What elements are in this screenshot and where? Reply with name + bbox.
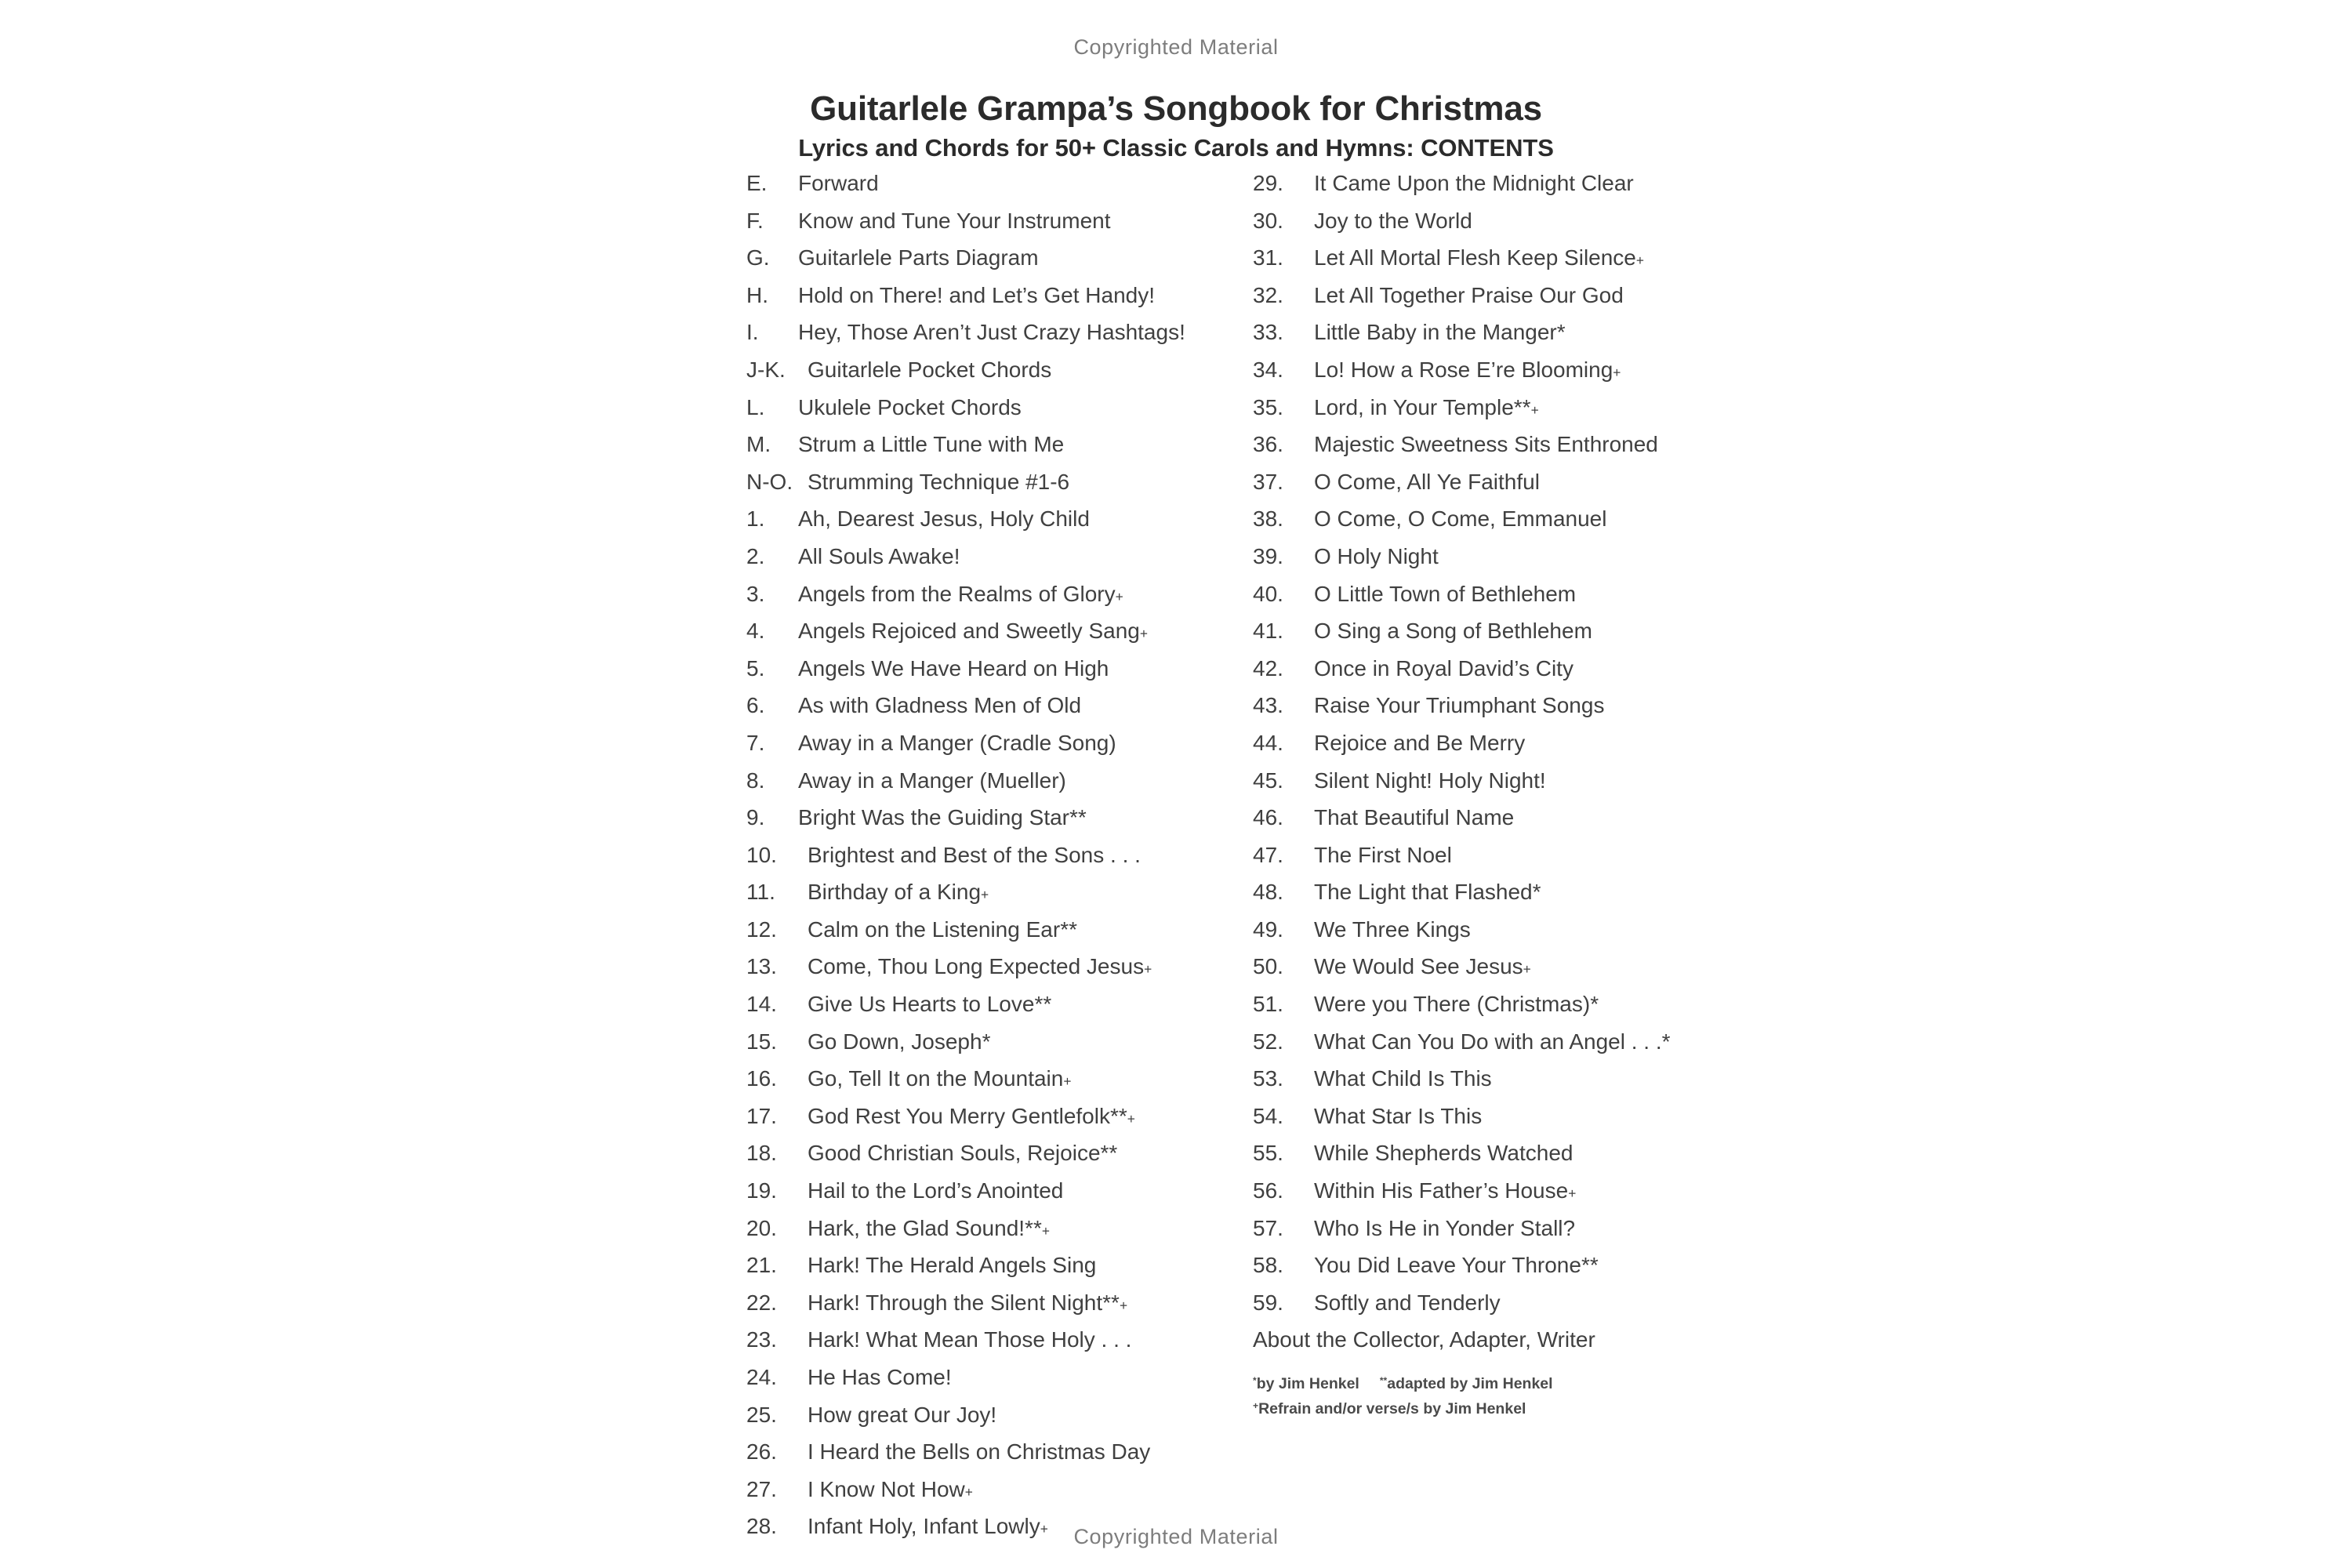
toc-entry[interactable]	[1253, 843, 1770, 880]
toc-entry-marker: 49.	[1253, 916, 1283, 942]
toc-entry-marker: H.	[746, 282, 768, 307]
copyright-watermark-bottom: Copyrighted Material	[1073, 1525, 1279, 1548]
toc-entry-marker: J-K.	[746, 357, 786, 382]
toc-entry-label: O Sing a Song of Bethlehem	[1314, 619, 1592, 644]
toc-entry-marker: 51.	[1253, 992, 1283, 1017]
toc-entry-marker: 39.	[1253, 543, 1283, 568]
toc-entry-asterisk-mark: **	[1513, 394, 1531, 419]
toc-entry-label: O Little Town of Bethlehem	[1314, 581, 1577, 606]
toc-entry[interactable]	[746, 1327, 1248, 1365]
toc-entry-label: Lord, in Your Temple	[1314, 394, 1514, 419]
toc-entry[interactable]	[746, 358, 1248, 395]
toc-entry-label: Hark! The Herald Angels Sing	[808, 1253, 1097, 1278]
toc-entry-marker: 50.	[1253, 954, 1283, 979]
toc-entry-asterisk-mark: *	[1590, 992, 1599, 1017]
toc-entry[interactable]	[1253, 731, 1770, 768]
toc-entry-label: Ukulele Pocket Chords	[798, 394, 1022, 419]
toc-entry-label: Infant Holy, Infant Lowly	[808, 1514, 1040, 1539]
toc-entry-marker: G.	[746, 245, 770, 270]
toc-entry-plus-mark: +	[1613, 364, 1621, 380]
toc-entry[interactable]	[1253, 656, 1770, 694]
toc-entry-label: Hold on There! and Let’s Get Handy!	[798, 282, 1156, 307]
toc-entry[interactable]	[1253, 395, 1770, 433]
toc-entry-label: Go, Tell It on the Mountain	[808, 1066, 1064, 1091]
toc-entry-label: Birthday of a King	[808, 880, 982, 905]
toc-entry[interactable]	[746, 1141, 1248, 1178]
toc-entry-label: It Came Upon the Midnight Clear	[1314, 171, 1634, 195]
toc-entry-plus-mark: +	[964, 1483, 973, 1500]
toc-entry-label: Little Baby in the Manger	[1314, 320, 1557, 345]
toc-entry-label: Majestic Sweetness Sits Enthroned	[1314, 432, 1658, 457]
toc-entry-asterisk-mark: *	[1532, 880, 1541, 905]
toc-entry-marker: 46.	[1253, 805, 1283, 830]
toc-entry-asterisk-mark: **	[1109, 1103, 1127, 1128]
footnotes	[1253, 1372, 1802, 1421]
toc-entry-label: Let All Mortal Flesh Keep Silence	[1314, 245, 1636, 270]
toc-entry-marker: 43.	[1253, 693, 1283, 718]
footnote-line-1	[1253, 1372, 1802, 1397]
copyright-watermark-top: Copyrighted Material	[1073, 35, 1279, 59]
toc-entry[interactable]	[1253, 171, 1770, 209]
toc-entry[interactable]	[746, 432, 1248, 470]
toc-entry-marker: 42.	[1253, 655, 1283, 681]
toc-entry-label: Raise Your Triumphant Songs	[1314, 693, 1605, 718]
toc-entry-marker: 6.	[746, 693, 765, 718]
toc-entry-marker: 32.	[1253, 282, 1283, 307]
toc-entry-marker: 9.	[746, 805, 765, 830]
toc-entry-marker: 18.	[746, 1141, 777, 1166]
toc-entry-label: Away in a Manger (Cradle Song)	[798, 730, 1116, 755]
toc-entry[interactable]	[746, 245, 1248, 283]
toc-entry-label: Calm on the Listening Ear	[808, 916, 1061, 942]
toc-entry-marker: M.	[746, 432, 771, 457]
toc-entry-label: Hark! What Mean Those Holy . . .	[808, 1327, 1132, 1352]
toc-entry[interactable]	[1253, 245, 1770, 283]
toc-entry-marker: 29.	[1253, 171, 1283, 195]
toc-entry[interactable]	[1253, 805, 1770, 843]
toc-entry-label: What Star Is This	[1314, 1103, 1483, 1128]
toc-entry-label: Hey, Those Aren’t Just Crazy Hashtags!	[798, 320, 1185, 345]
toc-entry-label: About the Collector, Adapter, Writer	[1253, 1327, 1595, 1352]
toc-entry[interactable]	[1253, 1216, 1770, 1254]
toc-entry[interactable]	[746, 992, 1248, 1029]
toc-entry[interactable]	[746, 917, 1248, 955]
toc-entry[interactable]	[746, 731, 1248, 768]
toc-entry[interactable]	[1253, 1141, 1770, 1178]
footnote-asterisk-single: *	[1253, 1375, 1257, 1387]
toc-entry-marker: 19.	[746, 1178, 777, 1203]
toc-entry[interactable]	[1253, 358, 1770, 395]
toc-entry-label: Hark, the Glad Sound!	[808, 1215, 1025, 1240]
toc-entry-label: That Beautiful Name	[1314, 805, 1515, 830]
toc-entry-marker: 52.	[1253, 1029, 1283, 1054]
toc-entry[interactable]	[746, 1066, 1248, 1104]
toc-entry-plus-mark: +	[1635, 252, 1645, 269]
toc-entry-label: We Would See Jesus	[1314, 954, 1523, 979]
toc-entry[interactable]	[746, 544, 1248, 582]
toc-entry-label: What Child Is This	[1314, 1066, 1492, 1091]
toc-entry-label: Good Christian Souls, Rejoice	[808, 1141, 1101, 1166]
toc-entry-marker: 1.	[746, 506, 765, 532]
toc-entry[interactable]	[746, 470, 1248, 507]
toc-entry-marker: 8.	[746, 768, 765, 793]
toc-entry-marker: 58.	[1253, 1253, 1283, 1278]
toc-entry-marker: I.	[746, 320, 759, 345]
toc-entry-asterisk-mark: *	[982, 1029, 991, 1054]
footnote-plus-mark: +	[1253, 1399, 1259, 1411]
toc-entry-label: We Three Kings	[1314, 916, 1471, 942]
toc-entry-marker: 30.	[1253, 208, 1283, 233]
toc-entry-plus-mark: +	[1127, 1110, 1135, 1127]
toc-entry[interactable]	[746, 1403, 1248, 1440]
toc-entry-marker: 26.	[746, 1439, 777, 1465]
toc-entry-plus-mark: +	[1119, 1297, 1128, 1313]
toc-entry[interactable]	[746, 209, 1248, 246]
toc-entry-label: Hail to the Lord’s Anointed	[808, 1178, 1064, 1203]
toc-entry[interactable]	[1253, 432, 1770, 470]
toc-entry-plus-mark: +	[1063, 1073, 1072, 1090]
toc-entry-label: God Rest You Merry Gentlefolk	[808, 1103, 1110, 1128]
toc-entry-label: Strum a Little Tune with Me	[798, 432, 1065, 457]
toc-entry-label: Ah, Dearest Jesus, Holy Child	[798, 506, 1090, 532]
toc-entry-label: Forward	[798, 171, 879, 195]
toc-entry-marker: 48.	[1253, 880, 1283, 905]
toc-entry-label: The Light that Flashed	[1314, 880, 1533, 905]
toc-entry-label: He Has Come!	[808, 1365, 952, 1389]
toc-entry[interactable]	[1253, 1066, 1770, 1104]
toc-entry-asterisk-mark: *	[1556, 320, 1566, 345]
toc-entry-marker: 5.	[746, 655, 765, 681]
toc-entry-marker: 40.	[1253, 581, 1283, 606]
toc-entry[interactable]	[746, 582, 1248, 619]
toc-entry-label: Guitarlele Parts Diagram	[798, 245, 1039, 270]
toc-entry[interactable]	[746, 171, 1248, 209]
toc-entry-label: Know and Tune Your Instrument	[798, 208, 1111, 233]
toc-entry[interactable]	[746, 1104, 1248, 1142]
toc-entry-label: Softly and Tenderly	[1314, 1290, 1501, 1315]
toc-entry[interactable]	[746, 805, 1248, 843]
toc-entry-asterisk-mark: **	[1060, 916, 1077, 942]
toc-entry-marker: 16.	[746, 1066, 777, 1091]
toc-entry-marker: 3.	[746, 581, 765, 606]
toc-entry-label: Bright Was the Guiding Star	[798, 805, 1070, 830]
toc-entry-marker: 38.	[1253, 506, 1283, 532]
toc-entry-plus-mark: +	[1144, 961, 1152, 978]
toc-entry[interactable]	[1253, 954, 1770, 992]
toc-entry[interactable]	[746, 1216, 1248, 1254]
toc-entry[interactable]	[746, 1477, 1248, 1515]
toc-entry-asterisk-mark: **	[1102, 1290, 1120, 1315]
toc-entry[interactable]	[1253, 470, 1770, 507]
toc-entry-marker: 24.	[746, 1365, 777, 1389]
toc-entry-label: Go Down, Joseph	[808, 1029, 982, 1054]
toc-entry-asterisk-mark: **	[1069, 805, 1087, 830]
toc-entry-label: Guitarlele Pocket Chords	[808, 357, 1052, 382]
toc-entry[interactable]	[1253, 506, 1770, 544]
toc-entry-asterisk-mark: **	[1034, 992, 1052, 1017]
toc-entry[interactable]	[1253, 1104, 1770, 1142]
toc-entry-label: The First Noel	[1314, 842, 1452, 867]
toc-entry-label: What Can You Do with an Angel . . .	[1314, 1029, 1662, 1054]
toc-entry-marker: 59.	[1253, 1290, 1283, 1315]
toc-entry[interactable]	[1253, 544, 1770, 582]
toc-entry[interactable]	[746, 1439, 1248, 1477]
toc-entry-label: Once in Royal David’s City	[1314, 655, 1573, 681]
toc-entry-label: Strumming Technique #1-6	[808, 469, 1070, 494]
footnote-text-refrain: Refrain and/or verse/s by Jim Henkel	[1258, 1399, 1526, 1417]
toc-entry-plus-mark: +	[1139, 626, 1148, 642]
toc-entry-label: All Souls Awake!	[798, 543, 960, 568]
toc-entry[interactable]	[746, 768, 1248, 806]
toc-entry-marker: 10.	[746, 842, 777, 867]
toc-entry-marker: 45.	[1253, 768, 1283, 793]
toc-entry-label: Angels We Have Heard on High	[798, 655, 1109, 681]
toc-entry-marker: 44.	[1253, 730, 1283, 755]
toc-entry-plus-mark: +	[1115, 588, 1123, 604]
toc-entry[interactable]	[746, 1178, 1248, 1216]
toc-entry[interactable]	[746, 506, 1248, 544]
toc-entry[interactable]	[1253, 992, 1770, 1029]
toc-entry-plus-mark: +	[1530, 401, 1539, 418]
toc-entry-marker: 13.	[746, 954, 777, 979]
toc-entry-label: As with Gladness Men of Old	[798, 693, 1082, 718]
toc-entry-marker: 17.	[746, 1103, 777, 1128]
toc-entry-plus-mark: +	[1523, 961, 1531, 978]
footnote-line-2	[1253, 1397, 1802, 1422]
toc-entry[interactable]	[1253, 880, 1770, 917]
toc-entry-label: Come, Thou Long Expected Jesus	[808, 954, 1145, 979]
toc-entry-label: Away in a Manger (Mueller)	[798, 768, 1066, 793]
toc-entry[interactable]	[746, 693, 1248, 731]
toc-entry-label: Who Is He in Yonder Stall?	[1314, 1215, 1576, 1240]
toc-entry[interactable]	[1253, 1290, 1770, 1328]
toc-entry-label: While Shepherds Watched	[1314, 1141, 1573, 1166]
toc-entry-marker: 23.	[746, 1327, 777, 1352]
toc-entry-marker: 20.	[746, 1215, 777, 1240]
toc-entry-label: Let All Together Praise Our God	[1314, 282, 1624, 307]
toc-entry-asterisk-mark: **	[1100, 1141, 1118, 1166]
page-title: Guitarlele Grampa’s Songbook for Christmas	[810, 89, 1542, 129]
toc-entry-marker: 31.	[1253, 245, 1283, 270]
toc-entry-plus-mark: +	[1041, 1222, 1050, 1239]
toc-entry[interactable]	[1253, 283, 1770, 321]
toc-entry-label: Angels Rejoiced and Sweetly Sang	[798, 619, 1140, 644]
toc-entry[interactable]	[1253, 619, 1770, 656]
toc-entry-marker: 15.	[746, 1029, 777, 1054]
toc-entry-marker: 37.	[1253, 469, 1283, 494]
toc-entry-label: Within His Father’s House	[1314, 1178, 1569, 1203]
toc-entry[interactable]	[1253, 917, 1770, 955]
toc-entry-marker: 35.	[1253, 394, 1283, 419]
toc-entry[interactable]	[746, 619, 1248, 656]
toc-entry-marker: 14.	[746, 992, 777, 1017]
footnote-asterisk-double: **	[1379, 1375, 1388, 1387]
toc-entry[interactable]	[1253, 1178, 1770, 1216]
toc-entry-plus-mark: +	[981, 887, 989, 903]
toc-entry[interactable]	[746, 1253, 1248, 1290]
toc-entry[interactable]	[1253, 320, 1770, 358]
toc-entry[interactable]	[1253, 582, 1770, 619]
toc-entry-marker: 11.	[746, 880, 775, 905]
toc-entry-label: I Know Not How	[808, 1476, 965, 1501]
toc-entry[interactable]	[1253, 1029, 1770, 1067]
toc-entry-plus-mark: +	[1568, 1185, 1577, 1202]
toc-entry-asterisk-mark: **	[1025, 1215, 1042, 1240]
toc-entry-marker: E.	[746, 171, 768, 195]
toc-entry-marker: 4.	[746, 619, 765, 644]
toc-entry-marker: 33.	[1253, 320, 1283, 345]
toc-entry-marker: 12.	[746, 916, 777, 942]
toc-entry-marker: 36.	[1253, 432, 1283, 457]
toc-entry-marker: N-O.	[746, 469, 793, 494]
toc-entry-label: Give Us Hearts to Love	[808, 992, 1035, 1017]
toc-entry[interactable]	[746, 843, 1248, 880]
toc-entry-marker: L.	[746, 394, 765, 419]
toc-entry-label: O Come, All Ye Faithful	[1314, 469, 1540, 494]
toc-entry-marker: 25.	[746, 1402, 777, 1427]
toc-entry[interactable]	[1253, 209, 1770, 246]
toc-entry[interactable]	[746, 1365, 1248, 1403]
toc-entry-label: Were you There (Christmas)	[1314, 992, 1591, 1017]
toc-entry-plus-mark: +	[1040, 1521, 1048, 1537]
toc-entry-marker: 21.	[746, 1253, 777, 1278]
toc-entry-label: How great Our Joy!	[808, 1402, 997, 1427]
toc-entry-marker: 47.	[1253, 842, 1283, 867]
footnote-text-by: by Jim Henkel	[1256, 1375, 1359, 1392]
toc-entry-marker: 34.	[1253, 357, 1283, 382]
toc-entry-label: Hark! Through the Silent Night	[808, 1290, 1103, 1315]
toc-entry-marker: 54.	[1253, 1103, 1283, 1128]
toc-entry[interactable]	[746, 283, 1248, 321]
toc-entry[interactable]	[746, 880, 1248, 917]
toc-entry-label: Joy to the World	[1314, 208, 1472, 233]
toc-entry[interactable]	[746, 1290, 1248, 1328]
toc-entry-marker: 2.	[746, 543, 765, 568]
toc-entry[interactable]	[1253, 1253, 1770, 1290]
toc-entry[interactable]	[746, 954, 1248, 992]
toc-entry-marker: 27.	[746, 1476, 777, 1501]
contents-column-left	[746, 171, 1248, 1552]
toc-entry-marker: 22.	[746, 1290, 777, 1315]
toc-entry-marker: 7.	[746, 730, 765, 755]
toc-entry[interactable]	[746, 320, 1248, 358]
toc-entry-label: Silent Night! Holy Night!	[1314, 768, 1546, 793]
toc-entry-marker: 55.	[1253, 1141, 1283, 1166]
toc-entry-asterisk-mark: *	[1661, 1029, 1671, 1054]
toc-entry-label: O Come, O Come, Emmanuel	[1314, 506, 1607, 532]
toc-entry[interactable]	[1253, 768, 1770, 806]
toc-entry-label: Lo! How a Rose E’re Blooming	[1314, 357, 1613, 382]
toc-entry-label: I Heard the Bells on Christmas Day	[808, 1439, 1151, 1465]
toc-entry-asterisk-mark: **	[1581, 1253, 1599, 1278]
toc-entry-label: Angels from the Realms of Glory	[798, 581, 1116, 606]
toc-entry-marker: F.	[746, 208, 764, 233]
toc-entry-marker: 28.	[746, 1514, 777, 1539]
toc-entry[interactable]	[1253, 693, 1770, 731]
toc-entry[interactable]	[746, 656, 1248, 694]
toc-entry-marker: 41.	[1253, 619, 1283, 644]
toc-entry[interactable]	[746, 1029, 1248, 1067]
toc-entry[interactable]	[746, 395, 1248, 433]
toc-entry-marker: 53.	[1253, 1066, 1283, 1091]
toc-entry-marker: 57.	[1253, 1215, 1283, 1240]
toc-entry-marker: 56.	[1253, 1178, 1283, 1203]
toc-entry-label: Brightest and Best of the Sons . . .	[808, 842, 1141, 867]
toc-entry[interactable]	[1253, 1327, 1770, 1365]
footnote-text-adapted: adapted by Jim Henkel	[1387, 1375, 1553, 1392]
toc-entry-label: Rejoice and Be Merry	[1314, 730, 1526, 755]
toc-entry-label: O Holy Night	[1314, 543, 1439, 568]
contents-column-right	[1253, 171, 1770, 1365]
toc-entry-label: You Did Leave Your Throne	[1314, 1253, 1581, 1278]
page-subtitle: Lyrics and Chords for 50+ Classic Carols and Hymns: CONTENTS	[798, 133, 1554, 162]
